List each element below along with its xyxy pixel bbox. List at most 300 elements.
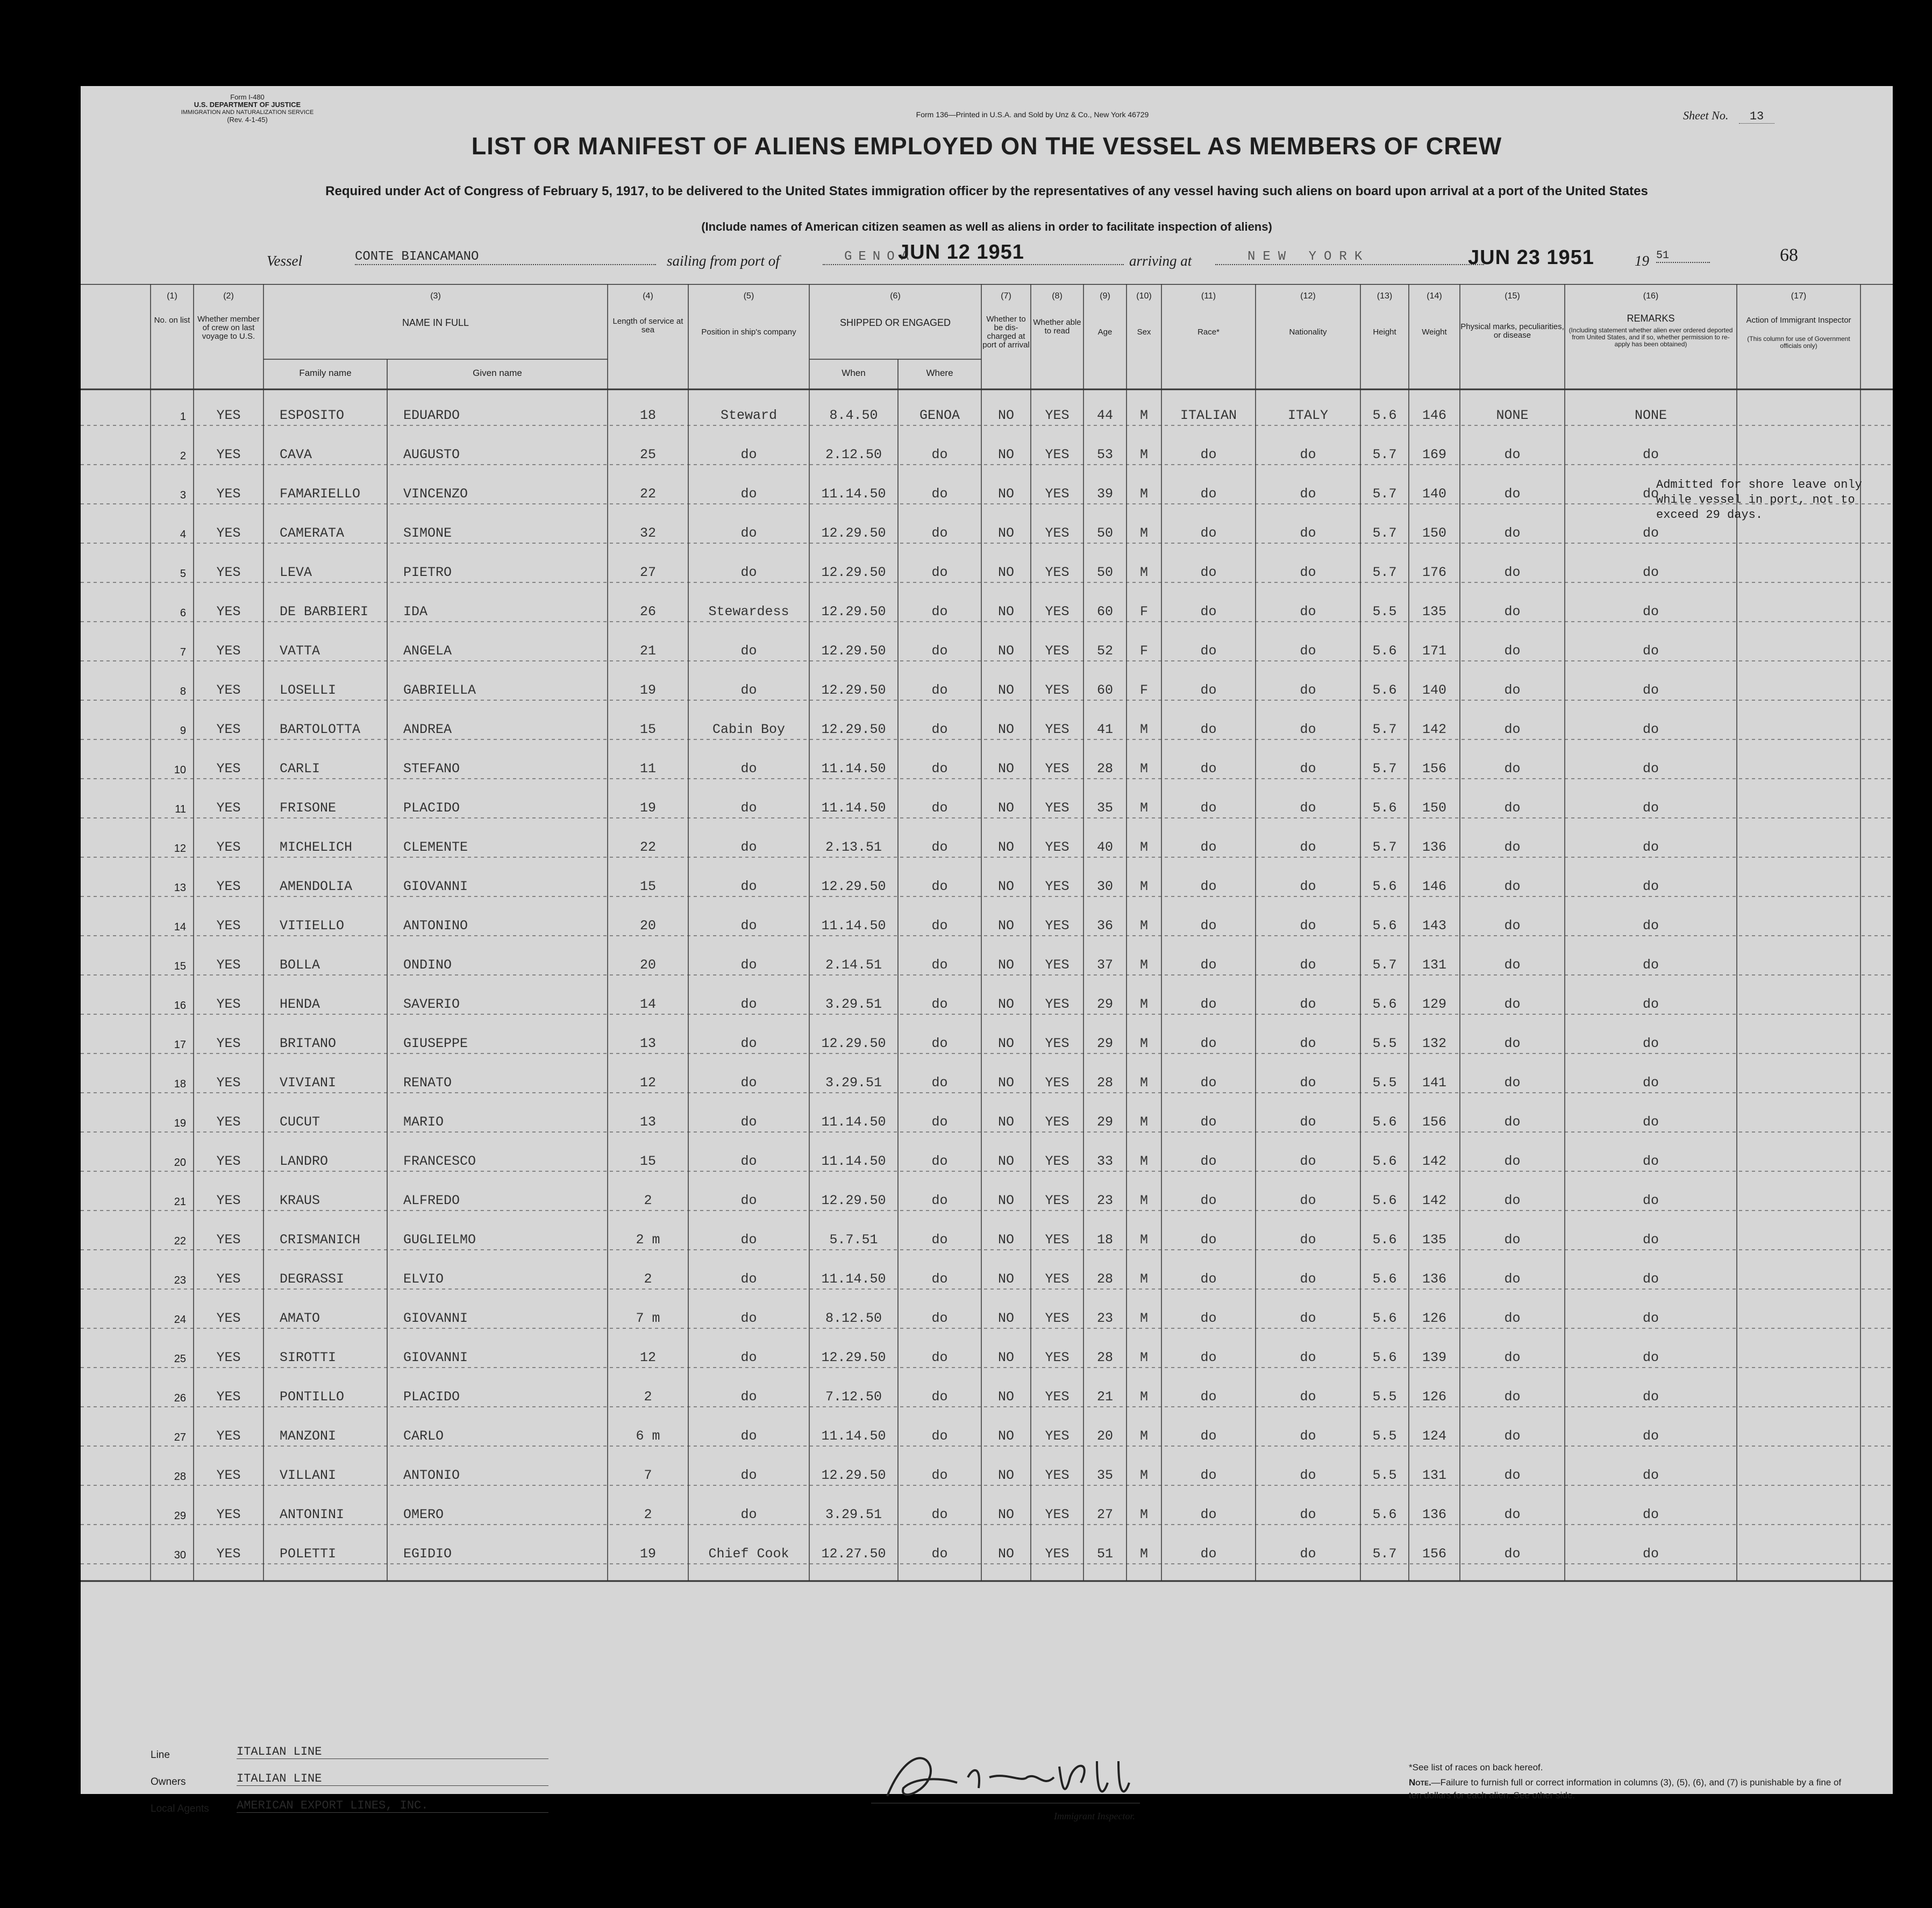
age: 20 — [1096, 1428, 1113, 1444]
row-number: 19 — [174, 1117, 186, 1129]
include-text: (Include names of American citizen seamen as well as aliens in order to facilitate inspection of aliens) — [701, 220, 1272, 233]
discharged: NO — [997, 957, 1014, 973]
able-to-read: YES — [1045, 1468, 1070, 1483]
race: do — [1200, 1075, 1217, 1091]
height: 5.7 — [1372, 761, 1397, 777]
shipped-where: GENOA — [919, 408, 960, 423]
sex: M — [1139, 565, 1148, 580]
vessel-name: CONTE BIANCAMANO — [355, 250, 656, 265]
able-to-read: YES — [1045, 1271, 1070, 1287]
shipped-where: do — [931, 918, 948, 934]
length-of-service: 11 — [639, 761, 656, 777]
length-of-service: 25 — [639, 447, 656, 462]
remarks: do — [1642, 800, 1659, 816]
service: IMMIGRATION AND NATURALIZATION SERVICE — [181, 109, 314, 116]
family-name: BARTOLOTTA — [280, 722, 361, 737]
family-name: FAMARIELLO — [280, 486, 361, 502]
family-name: LOSELLI — [280, 682, 337, 698]
shipped-where: do — [931, 1114, 948, 1130]
physical-marks: do — [1504, 1193, 1521, 1208]
family-name: CAMERATA — [280, 525, 345, 541]
manifest-sheet — [81, 86, 1893, 1821]
last-voyage: YES — [216, 839, 241, 855]
length-of-service: 18 — [639, 408, 656, 423]
shipped-when: 3.29.51 — [825, 1075, 882, 1091]
col-name-in-full: NAME IN FULL — [402, 317, 469, 328]
sex: M — [1139, 1546, 1148, 1562]
nationality: do — [1300, 604, 1316, 620]
given-name: ANTONINO — [403, 918, 468, 934]
able-to-read: YES — [1045, 565, 1070, 580]
row-number: 15 — [174, 960, 186, 972]
position: do — [740, 1232, 757, 1248]
given-name: GIOVANNI — [403, 1311, 468, 1326]
physical-marks: do — [1504, 761, 1521, 777]
sex: M — [1139, 1154, 1148, 1169]
weight: 140 — [1422, 682, 1446, 698]
race: do — [1200, 839, 1217, 855]
family-name: BOLLA — [280, 957, 320, 973]
discharged: NO — [997, 643, 1014, 659]
discharged: NO — [997, 761, 1014, 777]
height: 5.5 — [1372, 1075, 1397, 1091]
given-name: SAVERIO — [403, 996, 460, 1012]
age: 23 — [1096, 1311, 1113, 1326]
discharged: NO — [997, 996, 1014, 1012]
shipped-when: 12.29.50 — [821, 604, 886, 620]
last-voyage: YES — [216, 1507, 241, 1522]
row-number: 11 — [175, 803, 186, 815]
remarks: do — [1642, 996, 1659, 1012]
position: do — [740, 1428, 757, 1444]
col-inspector-action: Action of Immigrant Inspector — [1746, 316, 1851, 325]
crew-table — [81, 284, 1893, 1714]
remarks: do — [1642, 1389, 1659, 1405]
height: 5.7 — [1372, 565, 1397, 580]
physical-marks: do — [1504, 1428, 1521, 1444]
column-number: (10) — [1136, 291, 1152, 301]
able-to-read: YES — [1045, 643, 1070, 659]
last-voyage: YES — [216, 918, 241, 934]
length-of-service: 13 — [639, 1036, 656, 1051]
height: 5.6 — [1372, 879, 1397, 894]
last-voyage: YES — [216, 879, 241, 894]
owners-value: ITALIAN LINE — [237, 1772, 548, 1786]
family-name: POLETTI — [280, 1546, 337, 1562]
row-number: 25 — [174, 1353, 186, 1365]
sheet-label: Sheet No. — [1683, 109, 1729, 122]
shipped-where: do — [931, 996, 948, 1012]
column-number: (3) — [430, 291, 441, 301]
sex: M — [1139, 800, 1148, 816]
last-voyage: YES — [216, 996, 241, 1012]
last-voyage: YES — [216, 1075, 241, 1091]
sex: M — [1139, 918, 1148, 934]
inspector-label: Immigrant Inspector. — [1054, 1811, 1135, 1821]
race: do — [1200, 1507, 1217, 1522]
length-of-service: 15 — [639, 722, 656, 737]
col-last-voyage: Whether member of crew on last voyage to U.S. — [197, 315, 260, 341]
position: do — [740, 1350, 757, 1365]
shipped-when: 12.29.50 — [821, 1350, 886, 1365]
length-of-service: 7 m — [636, 1311, 660, 1326]
age: 60 — [1096, 604, 1113, 620]
given-name: OMERO — [403, 1507, 444, 1522]
remarks: do — [1642, 1271, 1659, 1287]
remarks: do — [1642, 1114, 1659, 1130]
family-name: VATTA — [280, 643, 320, 659]
shipped-when: 12.29.50 — [821, 565, 886, 580]
nationality: do — [1300, 1193, 1316, 1208]
weight: 142 — [1422, 1154, 1446, 1169]
age: 51 — [1096, 1546, 1113, 1562]
able-to-read: YES — [1045, 761, 1070, 777]
race: do — [1200, 800, 1217, 816]
nationality: do — [1300, 1546, 1316, 1562]
shipped-where: do — [931, 1468, 948, 1483]
sex: M — [1139, 1311, 1148, 1326]
shipped-where: do — [931, 1428, 948, 1444]
sex: F — [1139, 682, 1148, 698]
discharged: NO — [997, 1114, 1014, 1130]
nationality: do — [1300, 525, 1316, 541]
age: 33 — [1096, 1154, 1113, 1169]
family-name: FRISONE — [280, 800, 337, 816]
weight: 169 — [1422, 447, 1446, 462]
remarks: do — [1642, 1311, 1659, 1326]
col-position: Position in ship's company — [701, 328, 796, 337]
column-number: (16) — [1643, 291, 1659, 301]
able-to-read: YES — [1045, 1507, 1070, 1522]
remarks: do — [1642, 957, 1659, 973]
sex: M — [1139, 447, 1148, 462]
note-label: Note. — [1409, 1777, 1431, 1788]
discharged: NO — [997, 486, 1014, 502]
length-of-service: 12 — [639, 1350, 656, 1365]
column-number: (8) — [1052, 291, 1063, 301]
length-of-service: 2 — [644, 1193, 652, 1208]
column-number: (6) — [890, 291, 901, 301]
age: 21 — [1096, 1389, 1113, 1405]
discharged: NO — [997, 1311, 1014, 1326]
weight: 131 — [1422, 957, 1446, 973]
able-to-read: YES — [1045, 1350, 1070, 1365]
col-no-on-list: No. on list — [154, 316, 190, 325]
race: do — [1200, 1468, 1217, 1483]
length-of-service: 26 — [639, 604, 656, 620]
last-voyage: YES — [216, 1546, 241, 1562]
position: do — [740, 761, 757, 777]
shipped-when: 11.14.50 — [821, 486, 886, 502]
col-where: Where — [926, 368, 953, 378]
shipped-when: 7.12.50 — [825, 1389, 882, 1405]
position: do — [740, 525, 757, 541]
given-name: ANTONIO — [403, 1468, 460, 1483]
sex: M — [1139, 1389, 1148, 1405]
page-number: 68 — [1780, 245, 1798, 265]
nationality: do — [1300, 1036, 1316, 1051]
races-note: *See list of races on back hereof. — [1409, 1762, 1543, 1772]
shipped-where: do — [931, 486, 948, 502]
height: 5.5 — [1372, 1468, 1397, 1483]
remarks: do — [1642, 1154, 1659, 1169]
sex: M — [1139, 957, 1148, 973]
race: do — [1200, 1154, 1217, 1169]
race: do — [1200, 1271, 1217, 1287]
family-name: CRISMANICH — [280, 1232, 361, 1248]
discharged: NO — [997, 1271, 1014, 1287]
position: Steward — [720, 408, 778, 423]
remarks: NONE — [1634, 408, 1667, 423]
family-name: KRAUS — [280, 1193, 320, 1208]
length-of-service: 2 — [644, 1389, 652, 1405]
race: do — [1200, 604, 1217, 620]
given-name: GIOVANNI — [403, 1350, 468, 1365]
able-to-read: YES — [1045, 604, 1070, 620]
last-voyage: YES — [216, 1468, 241, 1483]
able-to-read: YES — [1045, 918, 1070, 934]
sex: M — [1139, 1507, 1148, 1522]
age: 35 — [1096, 1468, 1113, 1483]
discharged: NO — [997, 682, 1014, 698]
position: do — [740, 447, 757, 462]
discharged: NO — [997, 604, 1014, 620]
row-number: 30 — [174, 1549, 186, 1561]
family-name: ESPOSITO — [280, 408, 345, 423]
sheet-value: 13 — [1739, 110, 1774, 124]
length-of-service: 14 — [639, 996, 656, 1012]
col-remarks-sub: (Including statement whether alien ever ordered deported from United States, and if so, whether permission to re-apply has been obtained) — [1569, 326, 1733, 348]
position: do — [740, 486, 757, 502]
physical-marks: do — [1504, 879, 1521, 894]
race: do — [1200, 761, 1217, 777]
age: 30 — [1096, 879, 1113, 894]
col-physical-marks: Physical marks, peculiarities, or disease — [1460, 322, 1564, 340]
weight: 139 — [1422, 1350, 1446, 1365]
shipped-when: 11.14.50 — [821, 918, 886, 934]
able-to-read: YES — [1045, 1154, 1070, 1169]
discharged: NO — [997, 1507, 1014, 1522]
height: 5.5 — [1372, 1389, 1397, 1405]
weight: 131 — [1422, 1468, 1446, 1483]
sex: M — [1139, 839, 1148, 855]
shipped-when: 12.29.50 — [821, 1036, 886, 1051]
weight: 129 — [1422, 996, 1446, 1012]
row-number: 26 — [174, 1392, 186, 1404]
inspector-signature — [866, 1745, 1145, 1810]
physical-marks: NONE — [1496, 408, 1529, 423]
physical-marks: do — [1504, 604, 1521, 620]
nationality: do — [1300, 996, 1316, 1012]
length-of-service: 19 — [639, 1546, 656, 1562]
discharged: NO — [997, 1232, 1014, 1248]
age: 28 — [1096, 1271, 1113, 1287]
age: 28 — [1096, 1075, 1113, 1091]
discharged: NO — [997, 1468, 1014, 1483]
given-name: SIMONE — [403, 525, 452, 541]
col-discharged: Whether to be dis-charged at port of arrival — [982, 315, 1030, 350]
race: do — [1200, 486, 1217, 502]
remarks: do — [1642, 1036, 1659, 1051]
weight: 176 — [1422, 565, 1446, 580]
position: do — [740, 996, 757, 1012]
sex: M — [1139, 722, 1148, 737]
last-voyage: YES — [216, 957, 241, 973]
nationality: do — [1300, 1075, 1316, 1091]
weight: 156 — [1422, 761, 1446, 777]
row-number: 28 — [174, 1471, 186, 1483]
nationality: do — [1300, 918, 1316, 934]
family-name: AMENDOLIA — [280, 879, 353, 894]
weight: 156 — [1422, 1114, 1446, 1130]
sheet-number — [1683, 109, 1774, 123]
family-name: AMATO — [280, 1311, 320, 1326]
physical-marks: do — [1504, 1389, 1521, 1405]
sex: F — [1139, 604, 1148, 620]
shipped-when: 11.14.50 — [821, 1428, 886, 1444]
last-voyage: YES — [216, 1389, 241, 1405]
shipped-when: 11.14.50 — [821, 1154, 886, 1169]
shipped-where: do — [931, 447, 948, 462]
able-to-read: YES — [1045, 1036, 1070, 1051]
length-of-service: 13 — [639, 1114, 656, 1130]
weight: 136 — [1422, 1507, 1446, 1522]
age: 50 — [1096, 525, 1113, 541]
able-to-read: YES — [1045, 1311, 1070, 1326]
line-label: Line — [151, 1749, 170, 1761]
age: 37 — [1096, 957, 1113, 973]
age: 27 — [1096, 1507, 1113, 1522]
able-to-read: YES — [1045, 839, 1070, 855]
row-number: 29 — [174, 1510, 186, 1522]
discharged: NO — [997, 1154, 1014, 1169]
shipped-where: do — [931, 1507, 948, 1522]
physical-marks: do — [1504, 918, 1521, 934]
given-name: RENATO — [403, 1075, 452, 1091]
shipped-where: do — [931, 722, 948, 737]
height: 5.5 — [1372, 1428, 1397, 1444]
shipped-where: do — [931, 1389, 948, 1405]
family-name: MICHELICH — [280, 839, 353, 855]
able-to-read: YES — [1045, 1546, 1070, 1562]
shipped-where: do — [931, 565, 948, 580]
shipped-where: do — [931, 1311, 948, 1326]
shipped-when: 12.29.50 — [821, 879, 886, 894]
physical-marks: do — [1504, 1546, 1521, 1562]
nationality: do — [1300, 1232, 1316, 1248]
height: 5.6 — [1372, 1507, 1397, 1522]
row-number: 22 — [174, 1235, 186, 1247]
remarks: do — [1642, 447, 1659, 462]
row-number: 1 — [180, 411, 186, 423]
last-voyage: YES — [216, 1232, 241, 1248]
physical-marks: do — [1504, 1271, 1521, 1287]
race: do — [1200, 1350, 1217, 1365]
family-name: ANTONINI — [280, 1507, 345, 1522]
column-number: (15) — [1505, 291, 1520, 301]
height: 5.6 — [1372, 1154, 1397, 1169]
age: 41 — [1096, 722, 1113, 737]
race: do — [1200, 1036, 1217, 1051]
last-voyage: YES — [216, 1154, 241, 1169]
height: 5.5 — [1372, 1036, 1397, 1051]
row-number: 6 — [180, 607, 186, 619]
age: 52 — [1096, 643, 1113, 659]
family-name: DEGRASSI — [280, 1271, 345, 1287]
physical-marks: do — [1504, 682, 1521, 698]
sex: M — [1139, 1232, 1148, 1248]
remarks: do — [1642, 525, 1659, 541]
nationality: do — [1300, 957, 1316, 973]
age: 53 — [1096, 447, 1113, 462]
remarks: do — [1642, 1468, 1659, 1483]
age: 39 — [1096, 486, 1113, 502]
length-of-service: 19 — [639, 800, 656, 816]
age: 35 — [1096, 800, 1113, 816]
col-nationality: Nationality — [1289, 328, 1327, 337]
position: do — [740, 682, 757, 698]
col-inspector-sub: (This column for use of Government officials only) — [1747, 335, 1850, 350]
col-race: Race* — [1197, 328, 1220, 337]
col-family-name: Family name — [299, 368, 352, 378]
remarks: do — [1642, 604, 1659, 620]
weight: 141 — [1422, 1075, 1446, 1091]
age: 28 — [1096, 1350, 1113, 1365]
remarks: do — [1642, 682, 1659, 698]
position: do — [740, 1468, 757, 1483]
race: do — [1200, 1232, 1217, 1248]
height: 5.6 — [1372, 682, 1397, 698]
remarks: do — [1642, 1350, 1659, 1365]
race: do — [1200, 1389, 1217, 1405]
revision: (Rev. 4-1-45) — [227, 116, 268, 124]
length-of-service: 20 — [639, 918, 656, 934]
shipped-when: 11.14.50 — [821, 800, 886, 816]
able-to-read: YES — [1045, 996, 1070, 1012]
nationality: do — [1300, 800, 1316, 816]
able-to-read: YES — [1045, 957, 1070, 973]
able-to-read: YES — [1045, 1114, 1070, 1130]
col-age: Age — [1097, 328, 1113, 337]
physical-marks: do — [1504, 1311, 1521, 1326]
race: ITALIAN — [1180, 408, 1237, 423]
sex: M — [1139, 761, 1148, 777]
given-name: IDA — [403, 604, 428, 620]
age: 29 — [1096, 1036, 1113, 1051]
physical-marks: do — [1504, 447, 1521, 462]
height: 5.7 — [1372, 525, 1397, 541]
weight: 146 — [1422, 879, 1446, 894]
column-number: (17) — [1791, 291, 1807, 301]
family-name: VIVIANI — [280, 1075, 337, 1091]
last-voyage: YES — [216, 1311, 241, 1326]
column-number: (5) — [743, 291, 754, 301]
given-name: ALFREDO — [403, 1193, 460, 1208]
column-number: (12) — [1300, 291, 1316, 301]
given-name: ANDREA — [403, 722, 452, 737]
column-number: (7) — [1001, 291, 1011, 301]
able-to-read: YES — [1045, 1193, 1070, 1208]
given-name: EDUARDO — [403, 408, 460, 423]
shipped-when: 12.29.50 — [821, 1468, 886, 1483]
given-name: ELVIO — [403, 1271, 444, 1287]
family-name: LANDRO — [280, 1154, 329, 1169]
family-name: CAVA — [280, 447, 312, 462]
weight: 132 — [1422, 1036, 1446, 1051]
race: do — [1200, 525, 1217, 541]
weight: 136 — [1422, 1271, 1446, 1287]
race: do — [1200, 643, 1217, 659]
